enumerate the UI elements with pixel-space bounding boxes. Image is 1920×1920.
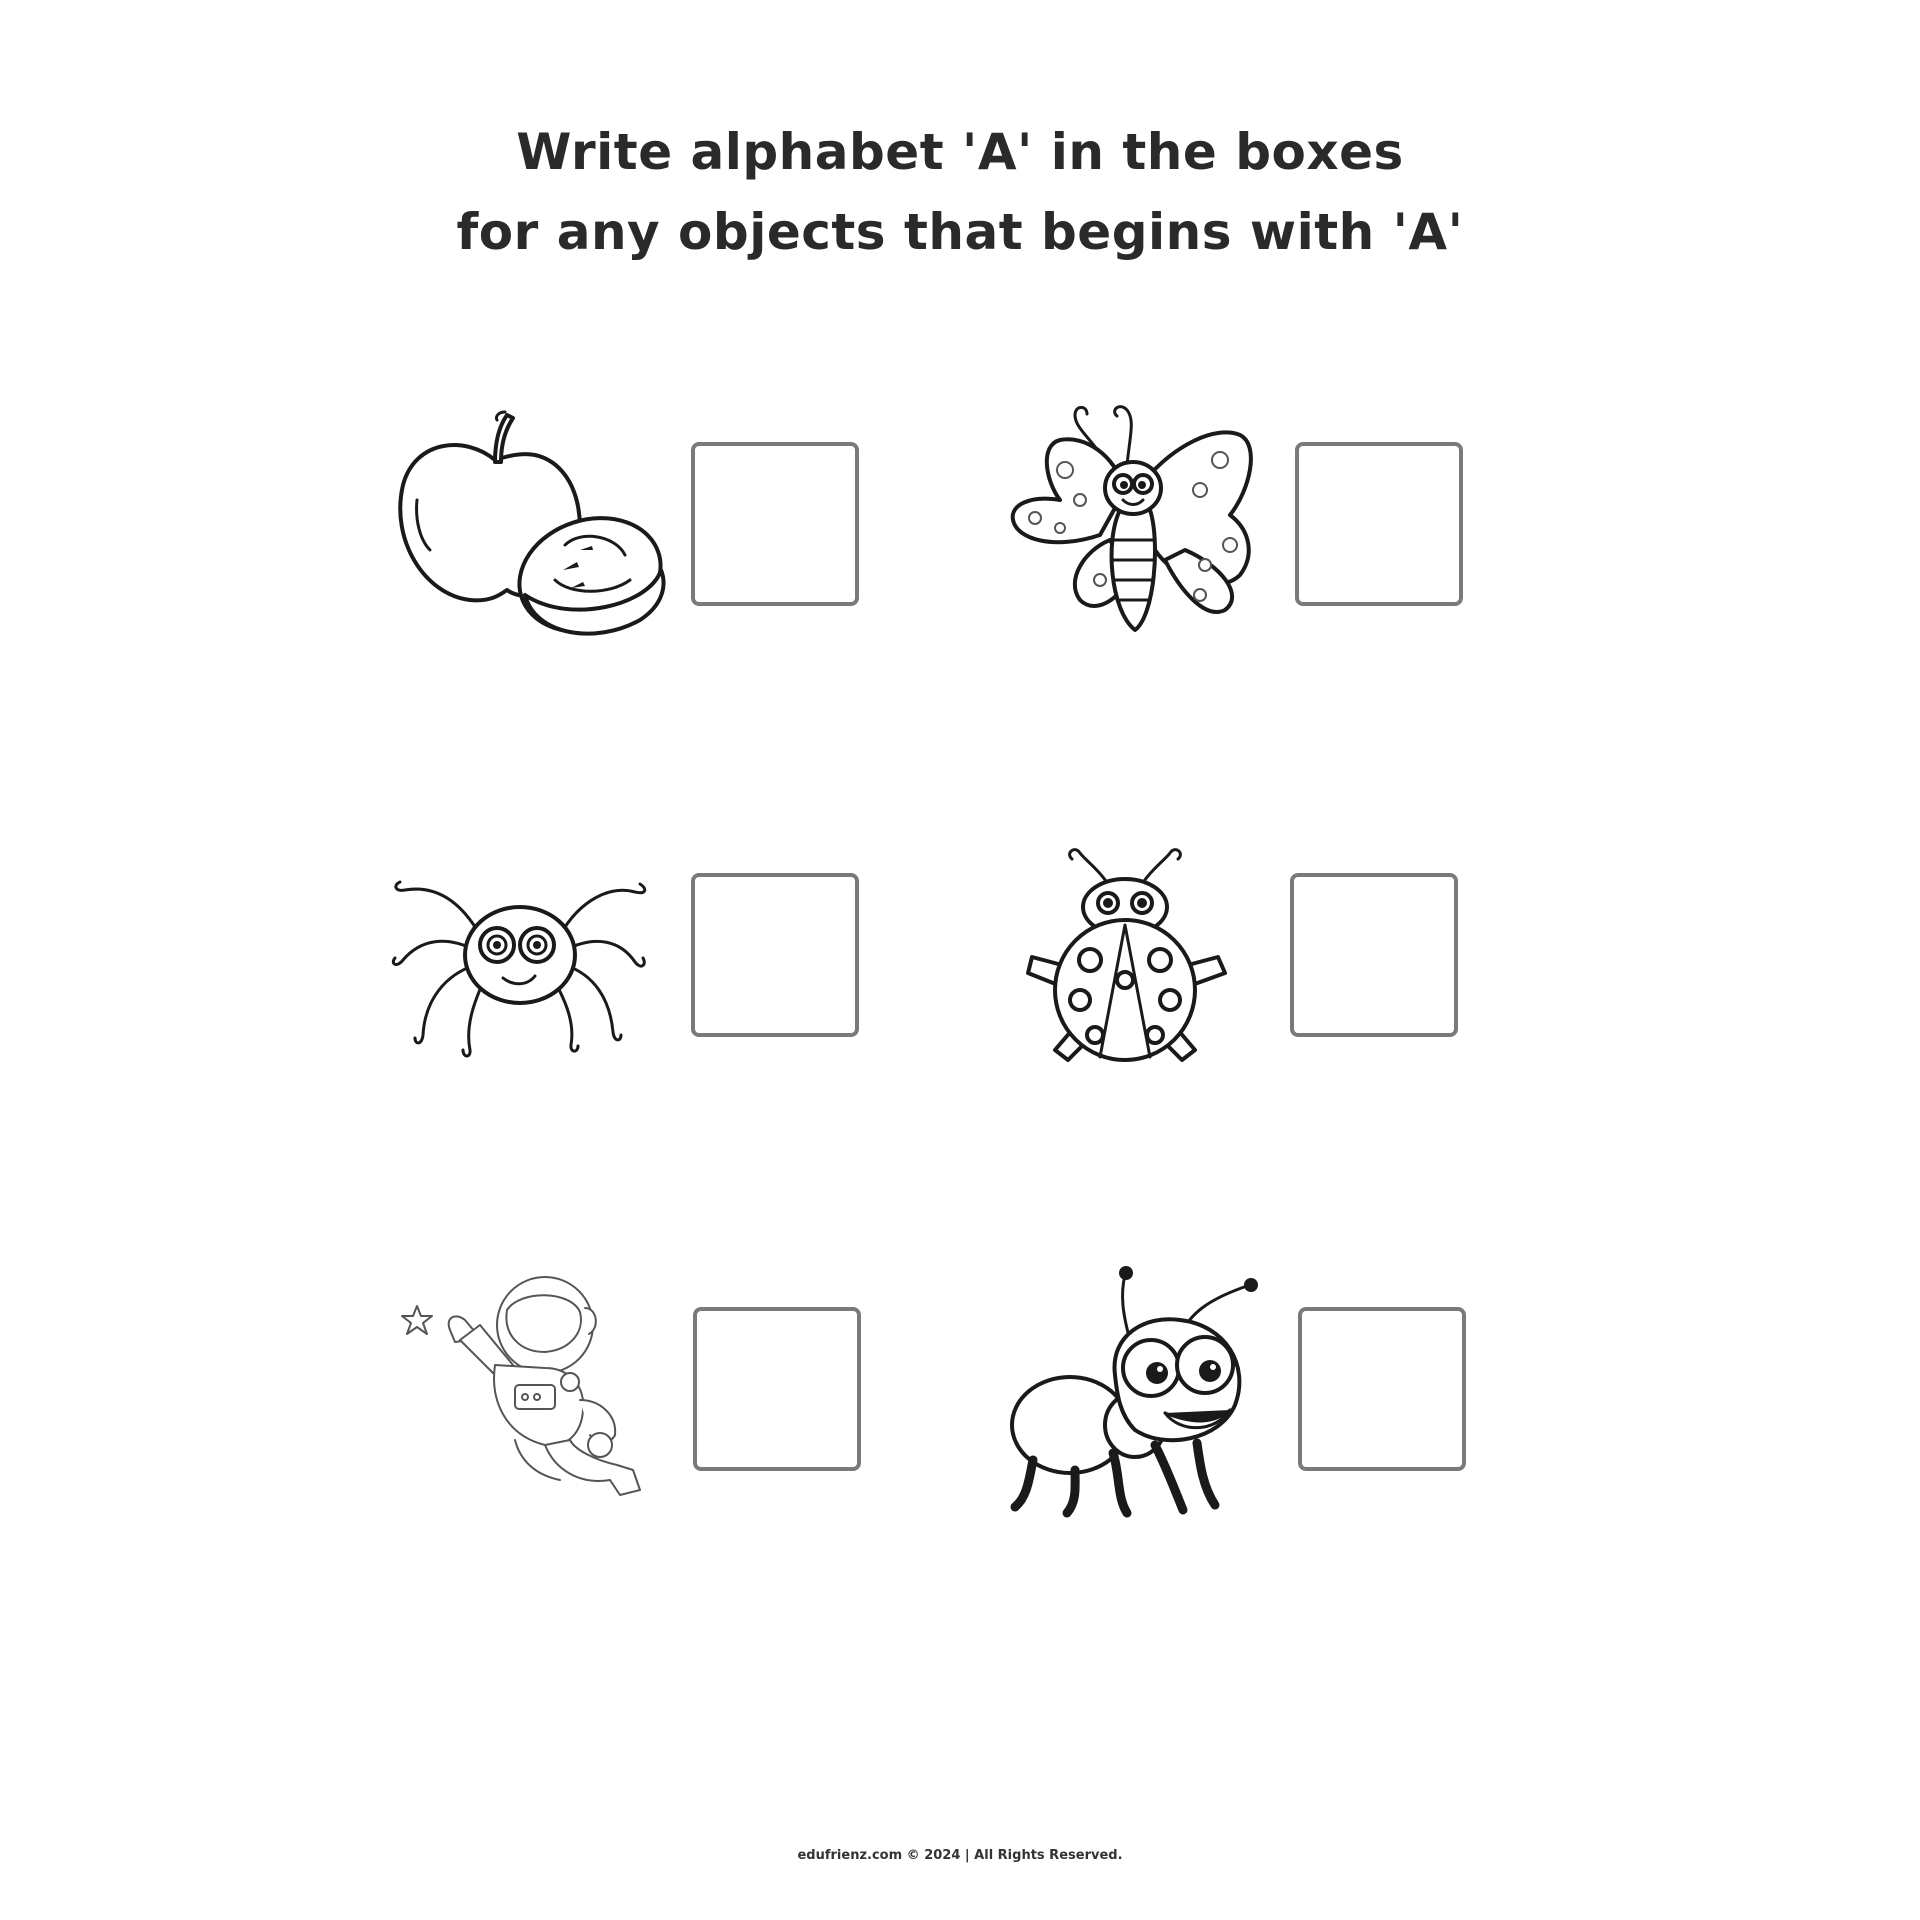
title-line-2: for any objects that begins with 'A' [456, 203, 1464, 261]
answer-box-ant[interactable] [1298, 1307, 1466, 1471]
apple-icon [395, 410, 660, 650]
answer-box-astronaut[interactable] [693, 1307, 861, 1471]
butterfly-icon [1005, 400, 1260, 650]
answer-box-ladybug[interactable] [1290, 873, 1458, 1037]
footer-copyright: edufrienz.com © 2024 | All Rights Reserved. [797, 1848, 1123, 1863]
answer-box-butterfly[interactable] [1295, 442, 1463, 606]
spider-icon [385, 860, 655, 1060]
ladybug-icon [1020, 845, 1235, 1075]
answer-box-spider[interactable] [691, 873, 859, 1037]
answer-box-apple[interactable] [691, 442, 859, 606]
worksheet-title [0, 112, 1920, 272]
astronaut-icon [395, 1270, 655, 1515]
title-line-1: Write alphabet 'A' in the boxes [516, 123, 1404, 181]
ant-icon [1005, 1265, 1255, 1525]
